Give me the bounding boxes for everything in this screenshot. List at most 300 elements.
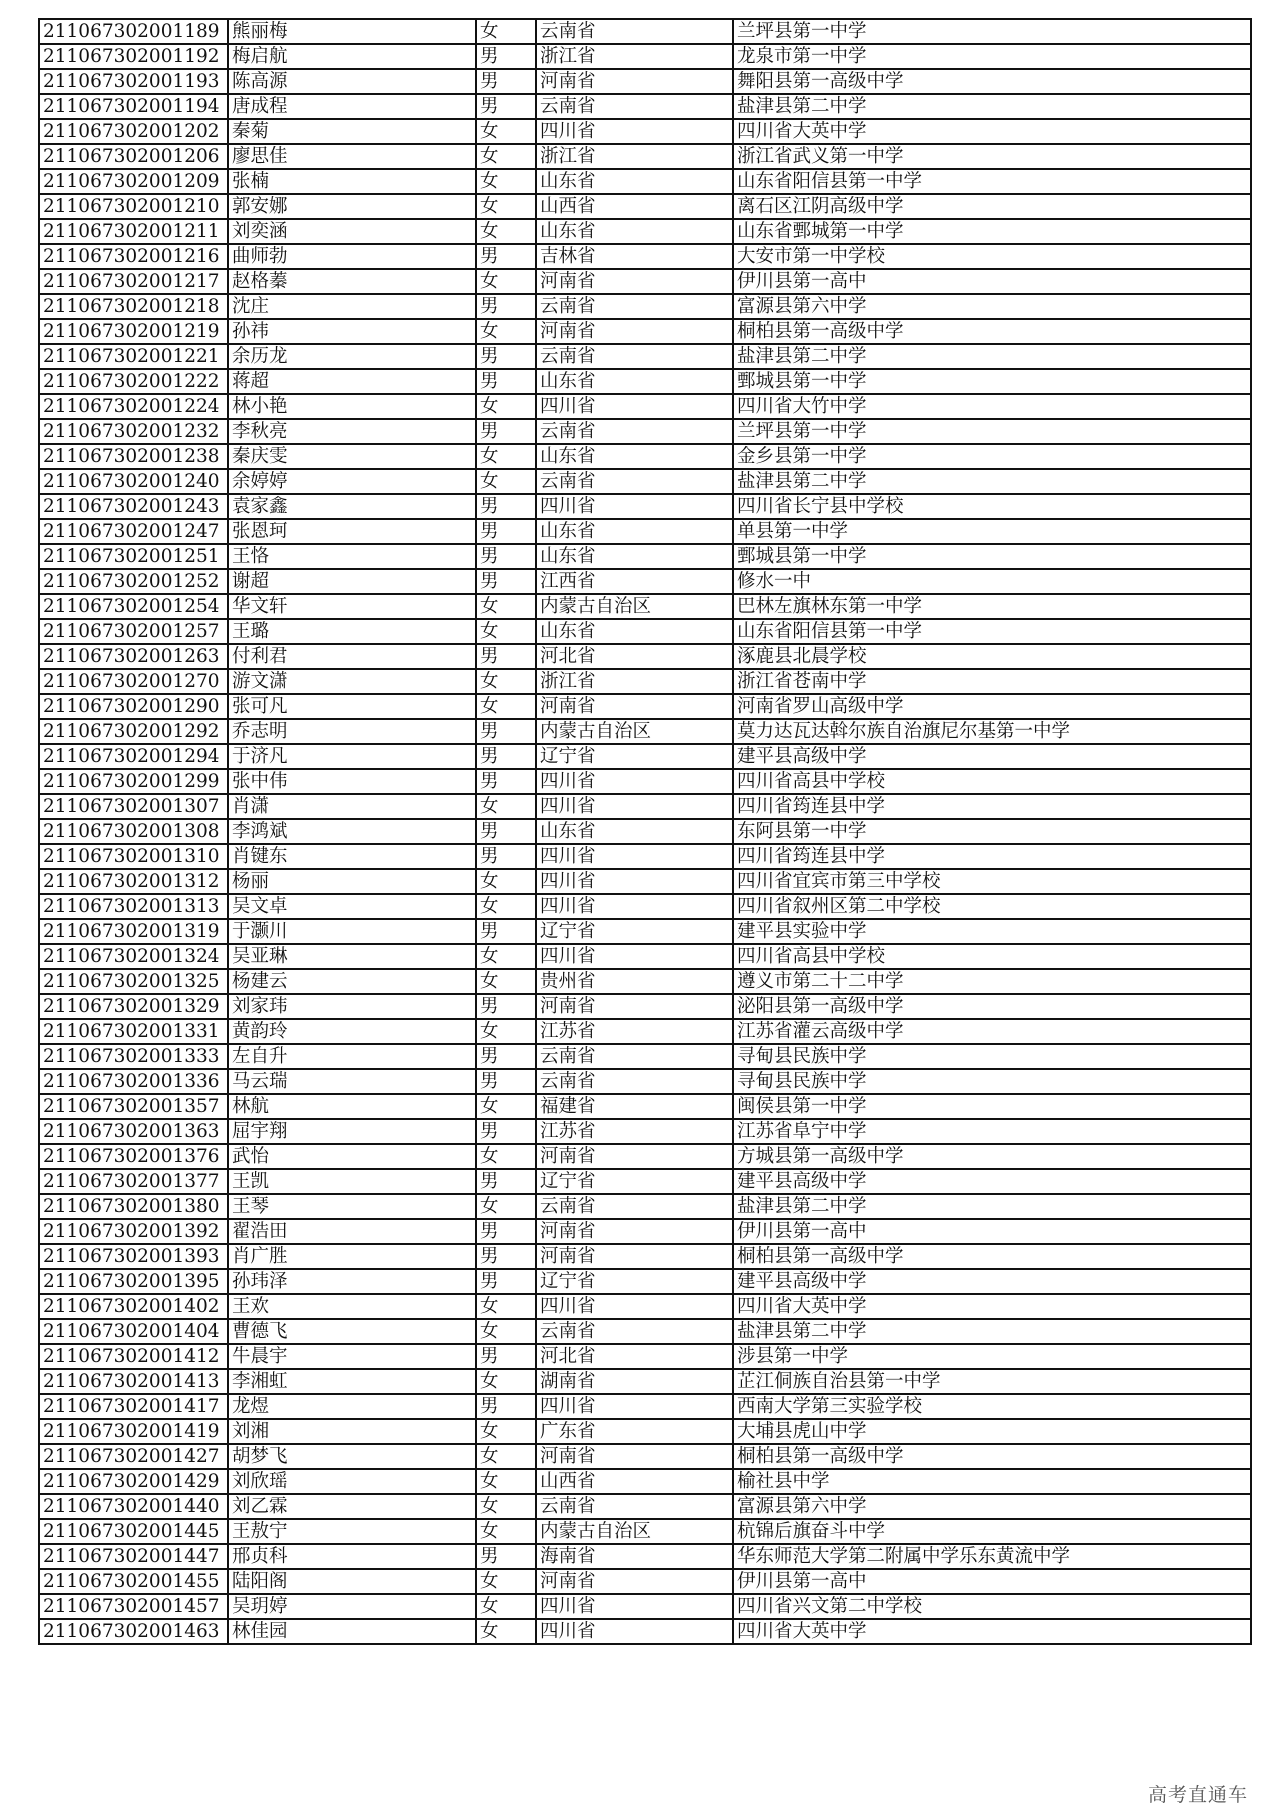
gender-cell: 男 [476, 544, 536, 569]
province-cell: 山东省 [536, 519, 733, 544]
candidate-id-cell: 211067302001254 [39, 594, 228, 619]
table-row [39, 1294, 1251, 1319]
province-cell: 云南省 [536, 1044, 733, 1069]
province-cell: 辽宁省 [536, 1269, 733, 1294]
table-row [39, 1569, 1251, 1594]
name-cell: 沈庄 [228, 294, 476, 319]
candidate-id-cell: 211067302001194 [39, 94, 228, 119]
school-cell: 伊川县第一高中 [733, 269, 1251, 294]
province-cell: 江苏省 [536, 1019, 733, 1044]
school-cell: 四川省大英中学 [733, 1294, 1251, 1319]
name-cell: 张恩珂 [228, 519, 476, 544]
school-cell: 莫力达瓦达斡尔族自治旗尼尔基第一中学 [733, 719, 1251, 744]
candidate-id-cell: 211067302001380 [39, 1194, 228, 1219]
gender-cell: 女 [476, 119, 536, 144]
province-cell: 辽宁省 [536, 744, 733, 769]
candidate-id-cell: 211067302001412 [39, 1344, 228, 1369]
table-row [39, 1094, 1251, 1119]
province-cell: 河南省 [536, 1569, 733, 1594]
table-row [39, 1494, 1251, 1519]
gender-cell: 男 [476, 294, 536, 319]
name-cell: 邢贞科 [228, 1544, 476, 1569]
name-cell: 肖广胜 [228, 1244, 476, 1269]
province-cell: 河南省 [536, 694, 733, 719]
school-cell: 大埔县虎山中学 [733, 1419, 1251, 1444]
name-cell: 刘湘 [228, 1419, 476, 1444]
name-cell: 曲师勃 [228, 244, 476, 269]
candidate-id-cell: 211067302001417 [39, 1394, 228, 1419]
table-body [39, 19, 1251, 1644]
name-cell: 肖潇 [228, 794, 476, 819]
name-cell: 林佳园 [228, 1619, 476, 1644]
name-cell: 刘奕涵 [228, 219, 476, 244]
candidate-id-cell: 211067302001210 [39, 194, 228, 219]
table-row [39, 269, 1251, 294]
name-cell: 余婷婷 [228, 469, 476, 494]
candidate-id-cell: 211067302001206 [39, 144, 228, 169]
watermark-text: 高考直通车 [1147, 1784, 1248, 1806]
province-cell: 云南省 [536, 1194, 733, 1219]
province-cell: 四川省 [536, 494, 733, 519]
table-row [39, 1019, 1251, 1044]
name-cell: 陆阳阁 [228, 1569, 476, 1594]
name-cell: 王欢 [228, 1294, 476, 1319]
name-cell: 张可凡 [228, 694, 476, 719]
table-row [39, 244, 1251, 269]
table-row [39, 494, 1251, 519]
school-cell: 四川省高县中学校 [733, 769, 1251, 794]
table-row [39, 669, 1251, 694]
admission-list-table [38, 18, 1252, 1645]
table-row [39, 1194, 1251, 1219]
name-cell: 余历龙 [228, 344, 476, 369]
table-row [39, 1319, 1251, 1344]
candidate-id-cell: 211067302001216 [39, 244, 228, 269]
candidate-id-cell: 211067302001299 [39, 769, 228, 794]
province-cell: 四川省 [536, 394, 733, 419]
name-cell: 唐成程 [228, 94, 476, 119]
school-cell: 遵义市第二十二中学 [733, 969, 1251, 994]
name-cell: 胡梦飞 [228, 1444, 476, 1469]
gender-cell: 男 [476, 644, 536, 669]
province-cell: 河南省 [536, 269, 733, 294]
table-row [39, 869, 1251, 894]
province-cell: 河南省 [536, 1244, 733, 1269]
province-cell: 内蒙古自治区 [536, 594, 733, 619]
table-row [39, 544, 1251, 569]
candidate-id-cell: 211067302001219 [39, 319, 228, 344]
gender-cell: 女 [476, 219, 536, 244]
name-cell: 武怡 [228, 1144, 476, 1169]
gender-cell: 男 [476, 744, 536, 769]
school-cell: 方城县第一高级中学 [733, 1144, 1251, 1169]
candidate-id-cell: 211067302001307 [39, 794, 228, 819]
candidate-id-cell: 211067302001313 [39, 894, 228, 919]
name-cell: 于灏川 [228, 919, 476, 944]
table-row [39, 1169, 1251, 1194]
name-cell: 付利君 [228, 644, 476, 669]
name-cell: 马云瑞 [228, 1069, 476, 1094]
province-cell: 海南省 [536, 1544, 733, 1569]
school-cell: 盐津县第二中学 [733, 1319, 1251, 1344]
gender-cell: 男 [476, 1394, 536, 1419]
province-cell: 河南省 [536, 319, 733, 344]
table-row [39, 1619, 1251, 1644]
candidate-id-cell: 211067302001419 [39, 1419, 228, 1444]
table-row [39, 694, 1251, 719]
table-row [39, 1069, 1251, 1094]
school-cell: 江苏省灌云高级中学 [733, 1019, 1251, 1044]
gender-cell: 男 [476, 1069, 536, 1094]
table-row [39, 469, 1251, 494]
table-row [39, 1394, 1251, 1419]
gender-cell: 男 [476, 994, 536, 1019]
candidate-id-cell: 211067302001218 [39, 294, 228, 319]
candidate-id-cell: 211067302001445 [39, 1519, 228, 1544]
name-cell: 杨丽 [228, 869, 476, 894]
table-row [39, 294, 1251, 319]
gender-cell: 男 [476, 1269, 536, 1294]
candidate-id-cell: 211067302001333 [39, 1044, 228, 1069]
name-cell: 张中伟 [228, 769, 476, 794]
school-cell: 榆社县中学 [733, 1469, 1251, 1494]
school-cell: 四川省叙州区第二中学校 [733, 894, 1251, 919]
gender-cell: 男 [476, 819, 536, 844]
province-cell: 四川省 [536, 1294, 733, 1319]
name-cell: 秦庆雯 [228, 444, 476, 469]
province-cell: 四川省 [536, 844, 733, 869]
gender-cell: 女 [476, 1194, 536, 1219]
candidate-id-cell: 211067302001336 [39, 1069, 228, 1094]
table-row [39, 1119, 1251, 1144]
gender-cell: 女 [476, 694, 536, 719]
province-cell: 四川省 [536, 119, 733, 144]
gender-cell: 男 [476, 919, 536, 944]
province-cell: 四川省 [536, 769, 733, 794]
school-cell: 盐津县第二中学 [733, 344, 1251, 369]
gender-cell: 女 [476, 594, 536, 619]
school-cell: 涿鹿县北晨学校 [733, 644, 1251, 669]
gender-cell: 男 [476, 494, 536, 519]
name-cell: 翟浩田 [228, 1219, 476, 1244]
province-cell: 湖南省 [536, 1369, 733, 1394]
school-cell: 龙泉市第一中学 [733, 44, 1251, 69]
province-cell: 内蒙古自治区 [536, 1519, 733, 1544]
gender-cell: 女 [476, 394, 536, 419]
candidate-id-cell: 211067302001392 [39, 1219, 228, 1244]
gender-cell: 男 [476, 69, 536, 94]
province-cell: 四川省 [536, 894, 733, 919]
table-row [39, 969, 1251, 994]
candidate-id-cell: 211067302001247 [39, 519, 228, 544]
gender-cell: 女 [476, 144, 536, 169]
province-cell: 浙江省 [536, 144, 733, 169]
candidate-id-cell: 211067302001376 [39, 1144, 228, 1169]
province-cell: 云南省 [536, 419, 733, 444]
table-row [39, 94, 1251, 119]
gender-cell: 男 [476, 1119, 536, 1144]
name-cell: 王琴 [228, 1194, 476, 1219]
table-row [39, 644, 1251, 669]
gender-cell: 女 [476, 1419, 536, 1444]
gender-cell: 男 [476, 1044, 536, 1069]
school-cell: 单县第一中学 [733, 519, 1251, 544]
table-row [39, 1469, 1251, 1494]
school-cell: 四川省大英中学 [733, 119, 1251, 144]
school-cell: 伊川县第一高中 [733, 1569, 1251, 1594]
province-cell: 四川省 [536, 794, 733, 819]
gender-cell: 男 [476, 769, 536, 794]
candidate-id-cell: 211067302001257 [39, 619, 228, 644]
gender-cell: 女 [476, 794, 536, 819]
name-cell: 左自升 [228, 1044, 476, 1069]
candidate-id-cell: 211067302001251 [39, 544, 228, 569]
candidate-id-cell: 211067302001427 [39, 1444, 228, 1469]
school-cell: 大安市第一中学校 [733, 244, 1251, 269]
name-cell: 梅启航 [228, 44, 476, 69]
name-cell: 刘欣瑶 [228, 1469, 476, 1494]
table-row [39, 444, 1251, 469]
table-row [39, 619, 1251, 644]
name-cell: 陈高源 [228, 69, 476, 94]
table-row [39, 794, 1251, 819]
gender-cell: 女 [476, 1094, 536, 1119]
table-row [39, 219, 1251, 244]
candidate-id-cell: 211067302001329 [39, 994, 228, 1019]
name-cell: 王恪 [228, 544, 476, 569]
province-cell: 浙江省 [536, 44, 733, 69]
name-cell: 孙祎 [228, 319, 476, 344]
table-row [39, 769, 1251, 794]
school-cell: 修水一中 [733, 569, 1251, 594]
candidate-id-cell: 211067302001363 [39, 1119, 228, 1144]
candidate-id-cell: 211067302001324 [39, 944, 228, 969]
school-cell: 四川省筠连县中学 [733, 794, 1251, 819]
gender-cell: 男 [476, 1219, 536, 1244]
province-cell: 四川省 [536, 944, 733, 969]
province-cell: 云南省 [536, 1494, 733, 1519]
province-cell: 福建省 [536, 1094, 733, 1119]
province-cell: 山东省 [536, 169, 733, 194]
school-cell: 芷江侗族自治县第一中学 [733, 1369, 1251, 1394]
gender-cell: 男 [476, 44, 536, 69]
name-cell: 廖思佳 [228, 144, 476, 169]
gender-cell: 男 [476, 1544, 536, 1569]
province-cell: 河南省 [536, 994, 733, 1019]
candidate-id-cell: 211067302001240 [39, 469, 228, 494]
table-row [39, 919, 1251, 944]
province-cell: 山东省 [536, 619, 733, 644]
school-cell: 闽侯县第一中学 [733, 1094, 1251, 1119]
table-row [39, 19, 1251, 44]
province-cell: 四川省 [536, 1594, 733, 1619]
province-cell: 江西省 [536, 569, 733, 594]
name-cell: 谢超 [228, 569, 476, 594]
candidate-id-cell: 211067302001395 [39, 1269, 228, 1294]
school-cell: 伊川县第一高中 [733, 1219, 1251, 1244]
school-cell: 寻甸县民族中学 [733, 1069, 1251, 1094]
table-row [39, 744, 1251, 769]
table-row [39, 844, 1251, 869]
province-cell: 山西省 [536, 194, 733, 219]
school-cell: 兰坪县第一中学 [733, 19, 1251, 44]
province-cell: 河南省 [536, 69, 733, 94]
name-cell: 牛晨宇 [228, 1344, 476, 1369]
candidate-id-cell: 211067302001238 [39, 444, 228, 469]
table-row [39, 1344, 1251, 1369]
name-cell: 王凯 [228, 1169, 476, 1194]
candidate-id-cell: 211067302001270 [39, 669, 228, 694]
school-cell: 山东省阳信县第一中学 [733, 169, 1251, 194]
province-cell: 河南省 [536, 1144, 733, 1169]
name-cell: 屈宇翔 [228, 1119, 476, 1144]
school-cell: 盐津县第二中学 [733, 469, 1251, 494]
candidate-id-cell: 211067302001192 [39, 44, 228, 69]
school-cell: 鄄城县第一中学 [733, 369, 1251, 394]
table-row [39, 194, 1251, 219]
gender-cell: 女 [476, 19, 536, 44]
gender-cell: 男 [476, 369, 536, 394]
school-cell: 桐柏县第一高级中学 [733, 319, 1251, 344]
school-cell: 浙江省苍南中学 [733, 669, 1251, 694]
table-row [39, 519, 1251, 544]
name-cell: 李秋亮 [228, 419, 476, 444]
school-cell: 四川省高县中学校 [733, 944, 1251, 969]
name-cell: 袁家鑫 [228, 494, 476, 519]
gender-cell: 女 [476, 1369, 536, 1394]
candidate-id-cell: 211067302001404 [39, 1319, 228, 1344]
name-cell: 龙煜 [228, 1394, 476, 1419]
school-cell: 离石区江阴高级中学 [733, 194, 1251, 219]
province-cell: 河南省 [536, 1219, 733, 1244]
gender-cell: 女 [476, 444, 536, 469]
table-row [39, 594, 1251, 619]
name-cell: 熊丽梅 [228, 19, 476, 44]
name-cell: 吴玥婷 [228, 1594, 476, 1619]
name-cell: 华文轩 [228, 594, 476, 619]
gender-cell: 女 [476, 319, 536, 344]
table-row [39, 569, 1251, 594]
table-row [39, 1419, 1251, 1444]
candidate-id-cell: 211067302001202 [39, 119, 228, 144]
school-cell: 富源县第六中学 [733, 1494, 1251, 1519]
table-row [39, 819, 1251, 844]
name-cell: 黄韵玲 [228, 1019, 476, 1044]
province-cell: 江苏省 [536, 1119, 733, 1144]
province-cell: 四川省 [536, 1394, 733, 1419]
province-cell: 内蒙古自治区 [536, 719, 733, 744]
name-cell: 蒋超 [228, 369, 476, 394]
gender-cell: 女 [476, 194, 536, 219]
table-row [39, 1544, 1251, 1569]
school-cell: 涉县第一中学 [733, 1344, 1251, 1369]
school-cell: 盐津县第二中学 [733, 1194, 1251, 1219]
candidate-id-cell: 211067302001252 [39, 569, 228, 594]
name-cell: 李鸿斌 [228, 819, 476, 844]
province-cell: 山东省 [536, 444, 733, 469]
table-row [39, 119, 1251, 144]
gender-cell: 女 [476, 619, 536, 644]
candidate-id-cell: 211067302001310 [39, 844, 228, 869]
province-cell: 辽宁省 [536, 1169, 733, 1194]
school-cell: 鄄城县第一中学 [733, 544, 1251, 569]
candidate-id-cell: 211067302001331 [39, 1019, 228, 1044]
gender-cell: 女 [476, 1569, 536, 1594]
province-cell: 辽宁省 [536, 919, 733, 944]
table-row [39, 944, 1251, 969]
gender-cell: 男 [476, 569, 536, 594]
gender-cell: 女 [476, 1594, 536, 1619]
table-row [39, 894, 1251, 919]
table-row [39, 394, 1251, 419]
name-cell: 赵格蓁 [228, 269, 476, 294]
candidate-id-cell: 211067302001221 [39, 344, 228, 369]
candidate-id-cell: 211067302001294 [39, 744, 228, 769]
school-cell: 浙江省武义第一中学 [733, 144, 1251, 169]
candidate-id-cell: 211067302001457 [39, 1594, 228, 1619]
province-cell: 山东省 [536, 219, 733, 244]
school-cell: 东阿县第一中学 [733, 819, 1251, 844]
name-cell: 林航 [228, 1094, 476, 1119]
school-cell: 四川省长宁县中学校 [733, 494, 1251, 519]
gender-cell: 女 [476, 1469, 536, 1494]
candidate-id-cell: 211067302001447 [39, 1544, 228, 1569]
table-row [39, 369, 1251, 394]
school-cell: 建平县高级中学 [733, 1169, 1251, 1194]
school-cell: 寻甸县民族中学 [733, 1044, 1251, 1069]
province-cell: 河北省 [536, 644, 733, 669]
province-cell: 云南省 [536, 1069, 733, 1094]
gender-cell: 女 [476, 469, 536, 494]
table-row [39, 319, 1251, 344]
school-cell: 四川省筠连县中学 [733, 844, 1251, 869]
table-row [39, 1594, 1251, 1619]
name-cell: 郭安娜 [228, 194, 476, 219]
candidate-id-cell: 211067302001463 [39, 1619, 228, 1644]
candidate-id-cell: 211067302001224 [39, 394, 228, 419]
school-cell: 杭锦后旗奋斗中学 [733, 1519, 1251, 1544]
school-cell: 泌阳县第一高级中学 [733, 994, 1251, 1019]
school-cell: 桐柏县第一高级中学 [733, 1244, 1251, 1269]
school-cell: 西南大学第三实验学校 [733, 1394, 1251, 1419]
candidate-id-cell: 211067302001292 [39, 719, 228, 744]
name-cell: 张楠 [228, 169, 476, 194]
name-cell: 肖键东 [228, 844, 476, 869]
name-cell: 于济凡 [228, 744, 476, 769]
school-cell: 河南省罗山高级中学 [733, 694, 1251, 719]
candidate-id-cell: 211067302001217 [39, 269, 228, 294]
gender-cell: 女 [476, 269, 536, 294]
gender-cell: 女 [476, 1319, 536, 1344]
province-cell: 河北省 [536, 1344, 733, 1369]
gender-cell: 男 [476, 719, 536, 744]
gender-cell: 男 [476, 519, 536, 544]
name-cell: 杨建云 [228, 969, 476, 994]
table-row [39, 1044, 1251, 1069]
table-row [39, 144, 1251, 169]
province-cell: 云南省 [536, 19, 733, 44]
candidate-id-cell: 211067302001193 [39, 69, 228, 94]
gender-cell: 女 [476, 1019, 536, 1044]
gender-cell: 女 [476, 894, 536, 919]
school-cell: 巴林左旗林东第一中学 [733, 594, 1251, 619]
name-cell: 李湘虹 [228, 1369, 476, 1394]
name-cell: 刘乙霖 [228, 1494, 476, 1519]
gender-cell: 男 [476, 244, 536, 269]
province-cell: 广东省 [536, 1419, 733, 1444]
province-cell: 云南省 [536, 344, 733, 369]
school-cell: 兰坪县第一中学 [733, 419, 1251, 444]
